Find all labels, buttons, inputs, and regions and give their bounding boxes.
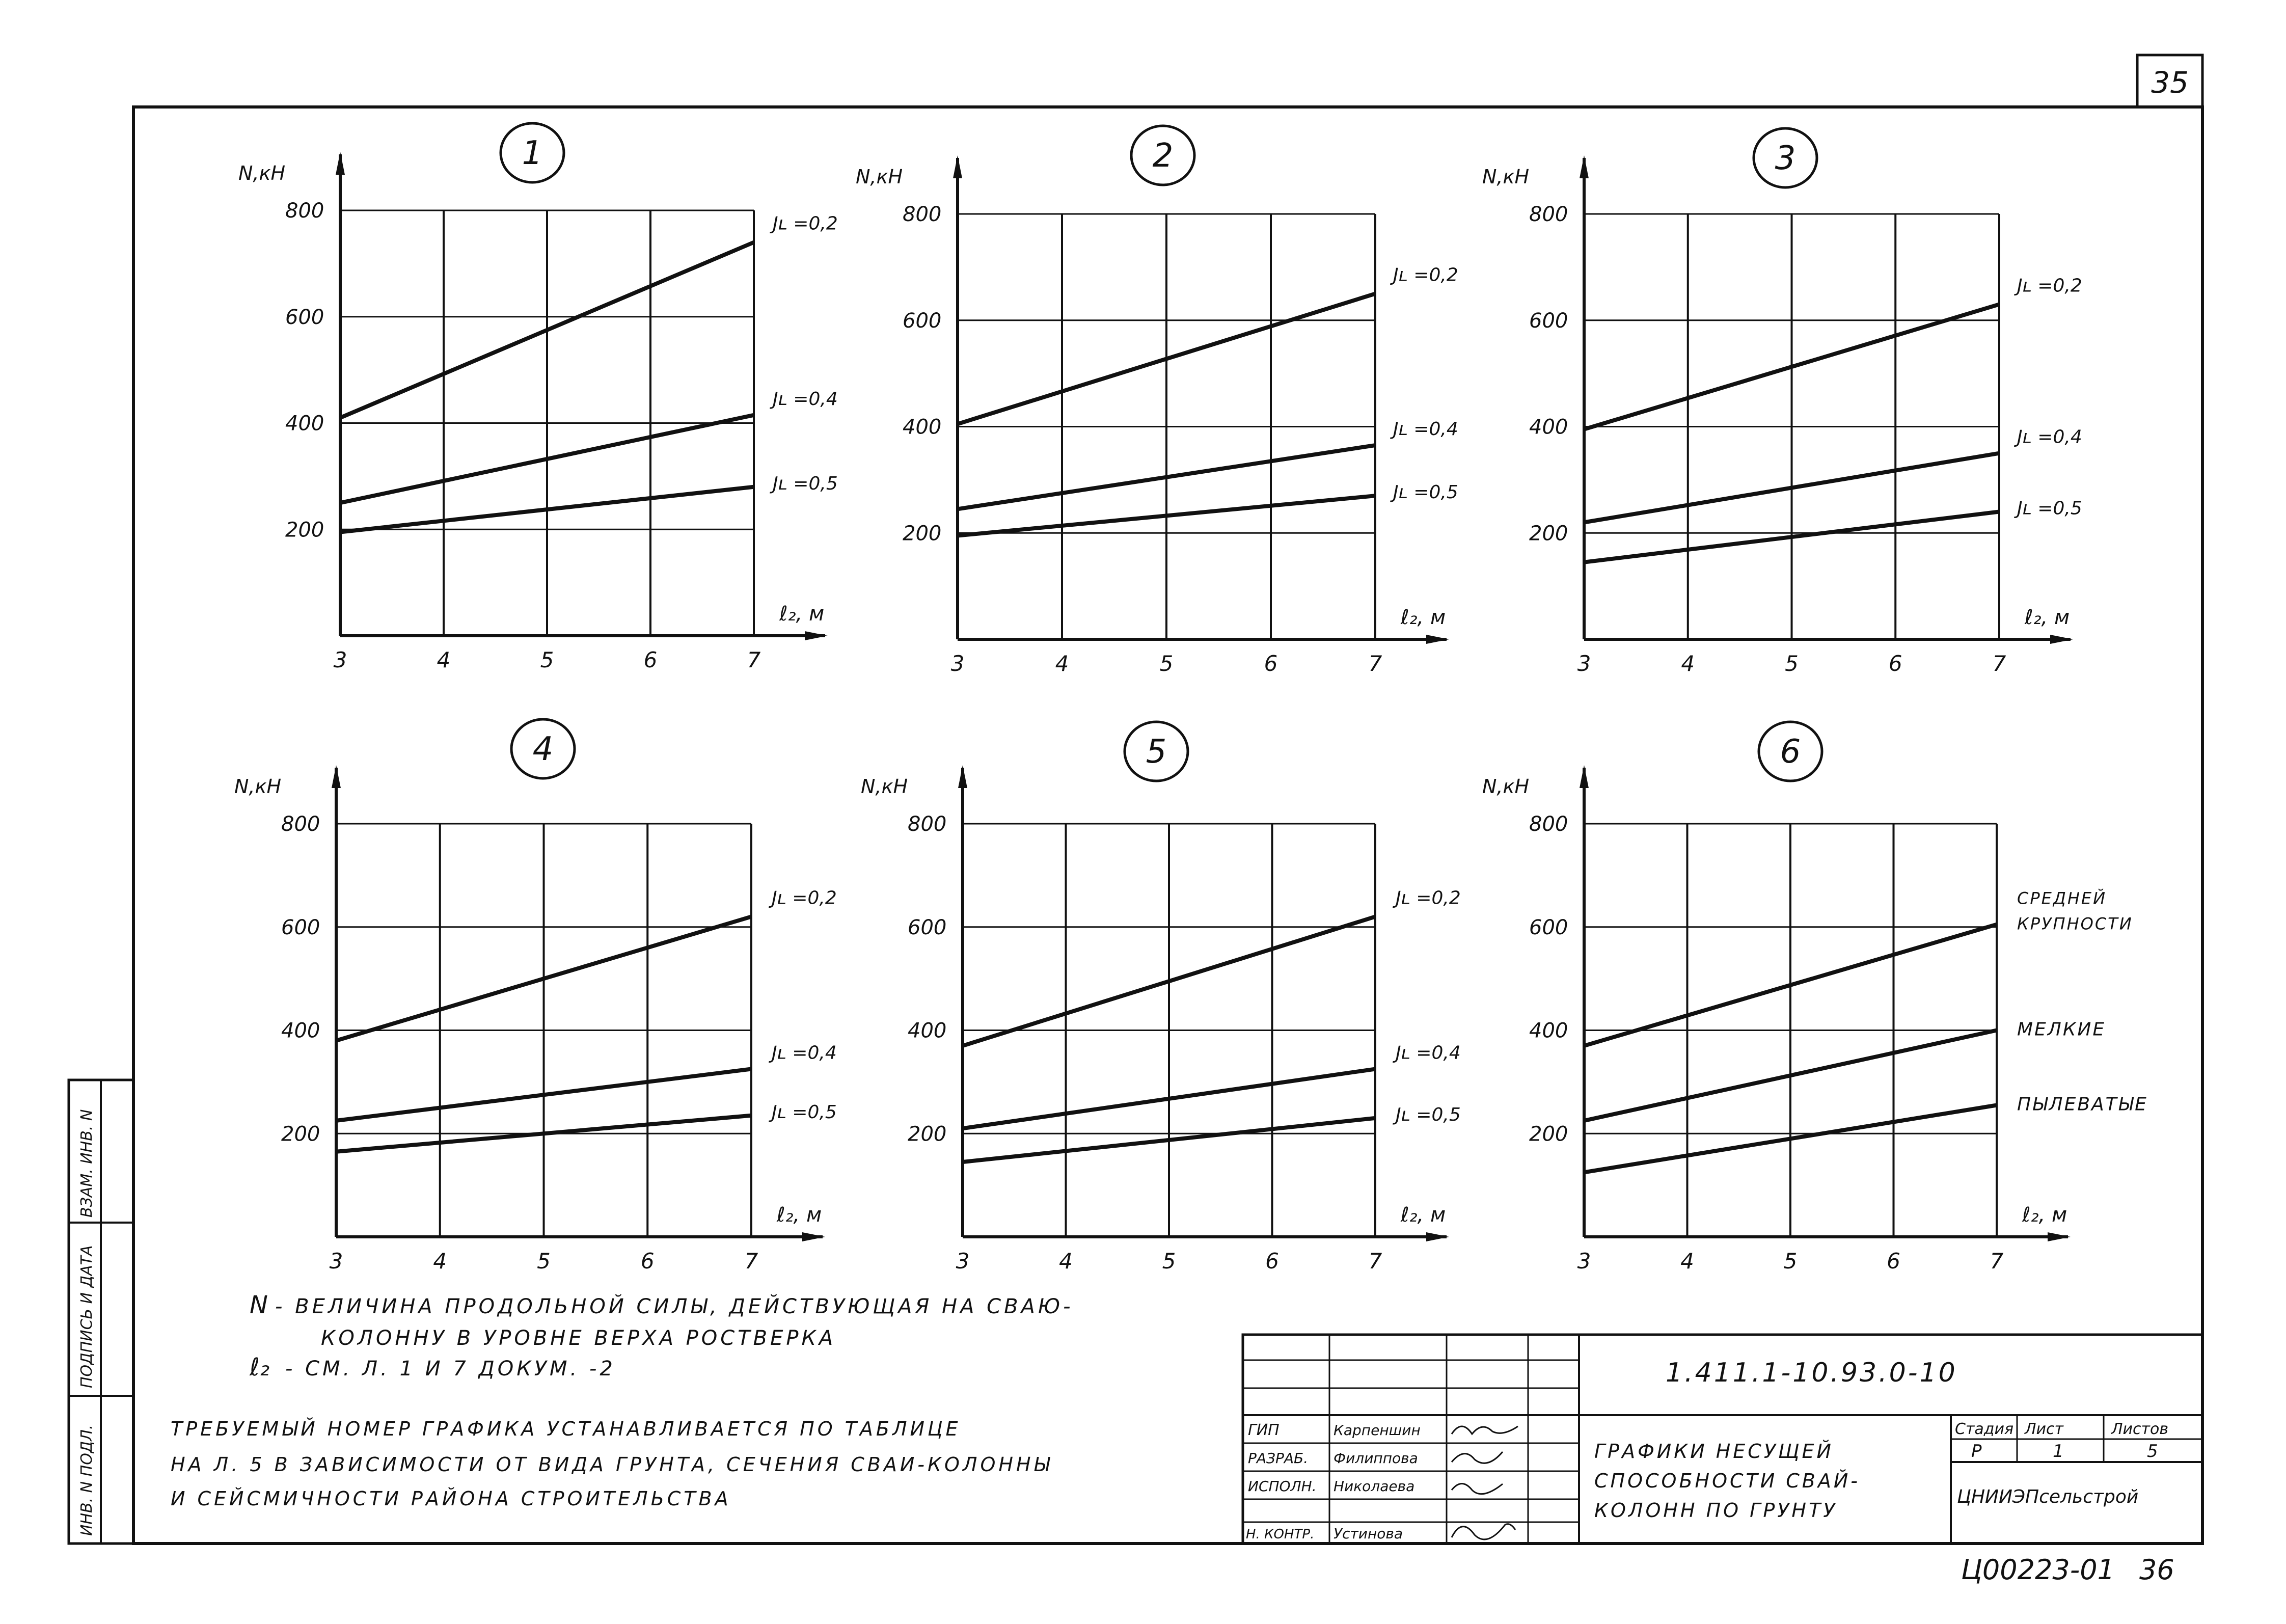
name-ispoln: Николаева <box>1334 1478 1415 1495</box>
y-axis-arrow <box>336 152 345 175</box>
x-tick-label: 6 <box>643 647 658 672</box>
doc-code: 1.411.1-10.93.0-10 <box>1666 1358 1957 1388</box>
x-tick-label: 6 <box>1887 1249 1900 1274</box>
chart-4 <box>234 719 837 1274</box>
y-axis-arrow <box>1580 155 1589 178</box>
y-axis-arrow <box>1580 765 1589 788</box>
x-axis-label: ℓ₂, м <box>1401 1203 1446 1227</box>
x-axis-arrow <box>1426 1232 1449 1241</box>
series-label: Jʟ =0,5 <box>1393 482 1458 503</box>
x-tick-label: 3 <box>950 651 965 676</box>
y-tick-label: 800 <box>908 813 947 836</box>
y-tick-label: 400 <box>285 412 324 436</box>
chart-number: 5 <box>1146 733 1167 771</box>
x-axis-arrow <box>1426 635 1449 644</box>
x-tick-label: 6 <box>1265 1249 1279 1274</box>
name-gip: Карпеншин <box>1334 1422 1421 1439</box>
x-axis-arrow <box>2050 635 2073 644</box>
y-tick-label: 600 <box>908 915 947 939</box>
title-line-2: СПОСОБНОСТИ СВАЙ- <box>1594 1470 1860 1492</box>
x-axis-label: ℓ₂, м <box>777 1203 822 1227</box>
role-gip: ГИП <box>1248 1421 1280 1439</box>
title-block <box>1243 1335 2202 1544</box>
y-axis-label: N,кН <box>234 775 282 798</box>
x-tick-label: 5 <box>1162 1249 1176 1274</box>
x-tick-label: 7 <box>747 647 761 672</box>
x-tick-label: 5 <box>1785 651 1799 676</box>
x-tick-label: 4 <box>1055 651 1069 676</box>
x-tick-label: 4 <box>1681 651 1695 676</box>
x-axis-arrow <box>802 1232 825 1241</box>
y-tick-label: 600 <box>281 915 320 939</box>
x-tick-label: 6 <box>1264 651 1278 676</box>
series-label: Jʟ =0,2 <box>2017 275 2082 296</box>
page-corner-number: 35 <box>2151 65 2189 100</box>
series-label: Jʟ =0,5 <box>1396 1104 1461 1125</box>
chart-number: 3 <box>1775 140 1796 177</box>
sheets-header: Листов <box>2111 1420 2169 1438</box>
chart-2 <box>856 126 1458 676</box>
x-tick-label: 5 <box>537 1249 551 1274</box>
role-ispoln: ИСПОЛН. <box>1248 1478 1317 1495</box>
chart-3 <box>1482 128 2082 676</box>
x-tick-label: 6 <box>640 1249 655 1274</box>
series-label: Jʟ =0,2 <box>773 213 838 234</box>
x-tick-label: 7 <box>1992 651 2006 676</box>
x-axis-label: ℓ₂, м <box>2022 1203 2067 1227</box>
y-axis-label: N,кН <box>856 166 903 188</box>
y-tick-label: 800 <box>1529 203 1568 226</box>
chart-6 <box>1482 722 2148 1274</box>
side-stamp-col2: ПОДПИСЬ И ДАТА <box>78 1245 96 1388</box>
series-label: Jʟ =0,4 <box>773 388 838 410</box>
y-axis-label: N,кН <box>861 775 908 798</box>
y-tick-label: 400 <box>903 415 942 439</box>
organization: ЦНИИЭПсельстрой <box>1957 1486 2139 1507</box>
y-tick-label: 600 <box>903 309 942 333</box>
charts-group <box>234 123 2148 1274</box>
series-label: Jʟ =0,2 <box>1393 264 1458 286</box>
series-label: Jʟ =0,5 <box>2017 498 2082 519</box>
x-axis-label: ℓ₂, м <box>2025 606 2070 629</box>
chart-5 <box>861 722 1461 1274</box>
title-line-3: КОЛОНН ПО ГРУНТУ <box>1594 1499 1838 1522</box>
x-tick-label: 3 <box>329 1249 343 1274</box>
series-label-line2: КРУПНОСТИ <box>2017 914 2133 934</box>
x-tick-label: 5 <box>540 647 554 672</box>
x-tick-label: 3 <box>1577 1249 1591 1274</box>
note-n-text: - ВЕЛИЧИНА ПРОДОЛЬНОЙ СИЛЫ, ДЕЙСТВУЮЩАЯ НА СВАЮ- <box>275 1295 1074 1318</box>
x-tick-label: 7 <box>1368 1249 1382 1274</box>
role-razrab: РАЗРАБ. <box>1248 1450 1309 1467</box>
y-tick-label: 200 <box>1529 1122 1568 1146</box>
signature-ispoln <box>1452 1484 1503 1494</box>
y-axis-label: N,кН <box>1482 775 1530 798</box>
notes-block <box>171 1291 1074 1510</box>
x-axis-arrow <box>2048 1232 2071 1241</box>
x-tick-label: 4 <box>433 1249 447 1274</box>
name-razrab: Филиппова <box>1334 1450 1418 1467</box>
x-tick-label: 7 <box>1990 1249 2004 1274</box>
chart-number: 2 <box>1152 137 1174 175</box>
chart-number: 6 <box>1780 733 1801 771</box>
x-tick-label: 7 <box>744 1249 758 1274</box>
y-tick-label: 800 <box>1529 813 1568 836</box>
side-stamp-col1: ИНВ. N ПОДЛ. <box>78 1424 96 1536</box>
note-n-symbol: N <box>250 1291 268 1319</box>
side-stamp <box>69 1080 133 1544</box>
name-nkontr: Устинова <box>1334 1525 1403 1542</box>
series-label: Jʟ =0,5 <box>772 1101 837 1123</box>
y-tick-label: 200 <box>281 1122 320 1146</box>
signature-razrab <box>1452 1452 1503 1463</box>
x-tick-label: 3 <box>333 647 347 672</box>
y-tick-label: 200 <box>908 1122 947 1146</box>
note-l-symbol: ℓ₂ <box>250 1353 270 1382</box>
signature-gip <box>1452 1426 1518 1434</box>
x-tick-label: 4 <box>437 647 451 672</box>
bottom-code: Ц00223-01 <box>1961 1554 2115 1586</box>
note-required-2: НА Л. 5 В ЗАВИСИМОСТИ ОТ ВИДА ГРУНТА, СЕЧЕНИЯ СВАИ-КОЛОННЫ <box>171 1453 1053 1476</box>
chart-number: 1 <box>522 134 543 172</box>
note-l-text: - СМ. Л. 1 И 7 ДОКУМ. -2 <box>285 1357 616 1381</box>
title-line-1: ГРАФИКИ НЕСУЩЕЙ <box>1594 1440 1834 1463</box>
x-axis-label: ℓ₂, м <box>1401 606 1446 629</box>
x-axis-label: ℓ₂, м <box>779 602 825 626</box>
stage-value: Р <box>1971 1441 1982 1461</box>
series-label: Jʟ =0,4 <box>1396 1042 1461 1064</box>
stage-header: Стадия <box>1955 1420 2014 1438</box>
y-tick-label: 200 <box>285 518 324 542</box>
y-tick-label: 200 <box>1529 522 1568 546</box>
sheet-header: Лист <box>2025 1420 2064 1438</box>
bottom-page: 36 <box>2139 1554 2174 1586</box>
role-nkontr: Н. КОНТР. <box>1246 1527 1315 1542</box>
y-tick-label: 400 <box>908 1019 947 1043</box>
y-tick-label: 800 <box>281 813 320 836</box>
y-tick-label: 200 <box>903 522 942 546</box>
x-tick-label: 7 <box>1368 651 1382 676</box>
y-tick-label: 400 <box>1529 415 1568 439</box>
y-tick-label: 600 <box>285 305 324 329</box>
y-axis-arrow <box>958 765 967 788</box>
x-tick-label: 6 <box>1888 651 1902 676</box>
note-n-text2: КОЛОННУ В УРОВНЕ ВЕРХА РОСТВЕРКА <box>321 1327 836 1350</box>
chart-number: 4 <box>532 730 554 768</box>
y-tick-label: 400 <box>1529 1019 1568 1043</box>
y-axis-label: N,кН <box>238 162 286 184</box>
x-axis-arrow <box>805 631 828 640</box>
series-label: Jʟ =0,4 <box>1393 419 1458 440</box>
chart-1 <box>238 123 838 672</box>
x-tick-label: 5 <box>1159 651 1174 676</box>
x-tick-label: 4 <box>1680 1249 1694 1274</box>
series-label: Jʟ =0,2 <box>772 887 837 909</box>
sheets-value: 5 <box>2147 1441 2158 1461</box>
series-label: Jʟ =0,4 <box>772 1042 837 1064</box>
x-tick-label: 5 <box>1783 1249 1798 1274</box>
y-tick-label: 600 <box>1529 915 1568 939</box>
signature-nkontr <box>1452 1524 1515 1539</box>
series-label: СРЕДНЕЙ <box>2017 888 2107 908</box>
y-tick-label: 400 <box>281 1019 320 1043</box>
y-axis-arrow <box>332 765 341 788</box>
x-tick-label: 3 <box>1577 651 1591 676</box>
side-stamp-col3: ВЗАМ. ИНВ. N <box>78 1109 96 1217</box>
note-required-3: И СЕЙСМИЧНОСТИ РАЙОНА СТРОИТЕЛЬСТВА <box>171 1487 731 1510</box>
series-label: Jʟ =0,4 <box>2017 426 2082 448</box>
x-tick-label: 3 <box>956 1249 970 1274</box>
y-tick-label: 800 <box>903 203 942 226</box>
sheet-value: 1 <box>2053 1441 2064 1461</box>
y-axis-arrow <box>953 155 962 178</box>
y-tick-label: 600 <box>1529 309 1568 333</box>
series-label: Jʟ =0,5 <box>773 473 838 494</box>
series-label: Jʟ =0,2 <box>1396 887 1461 909</box>
note-required-1: ТРЕБУЕМЫЙ НОМЕР ГРАФИКА УСТАНАВЛИВАЕТСЯ ПО ТАБЛИЦЕ <box>171 1418 961 1440</box>
y-tick-label: 800 <box>285 199 324 223</box>
series-label: МЕЛКИЕ <box>2017 1019 2106 1040</box>
y-axis-label: N,кН <box>1482 166 1530 188</box>
series-label: ПЫЛЕВАТЫЕ <box>2017 1094 2148 1115</box>
x-tick-label: 4 <box>1059 1249 1073 1274</box>
